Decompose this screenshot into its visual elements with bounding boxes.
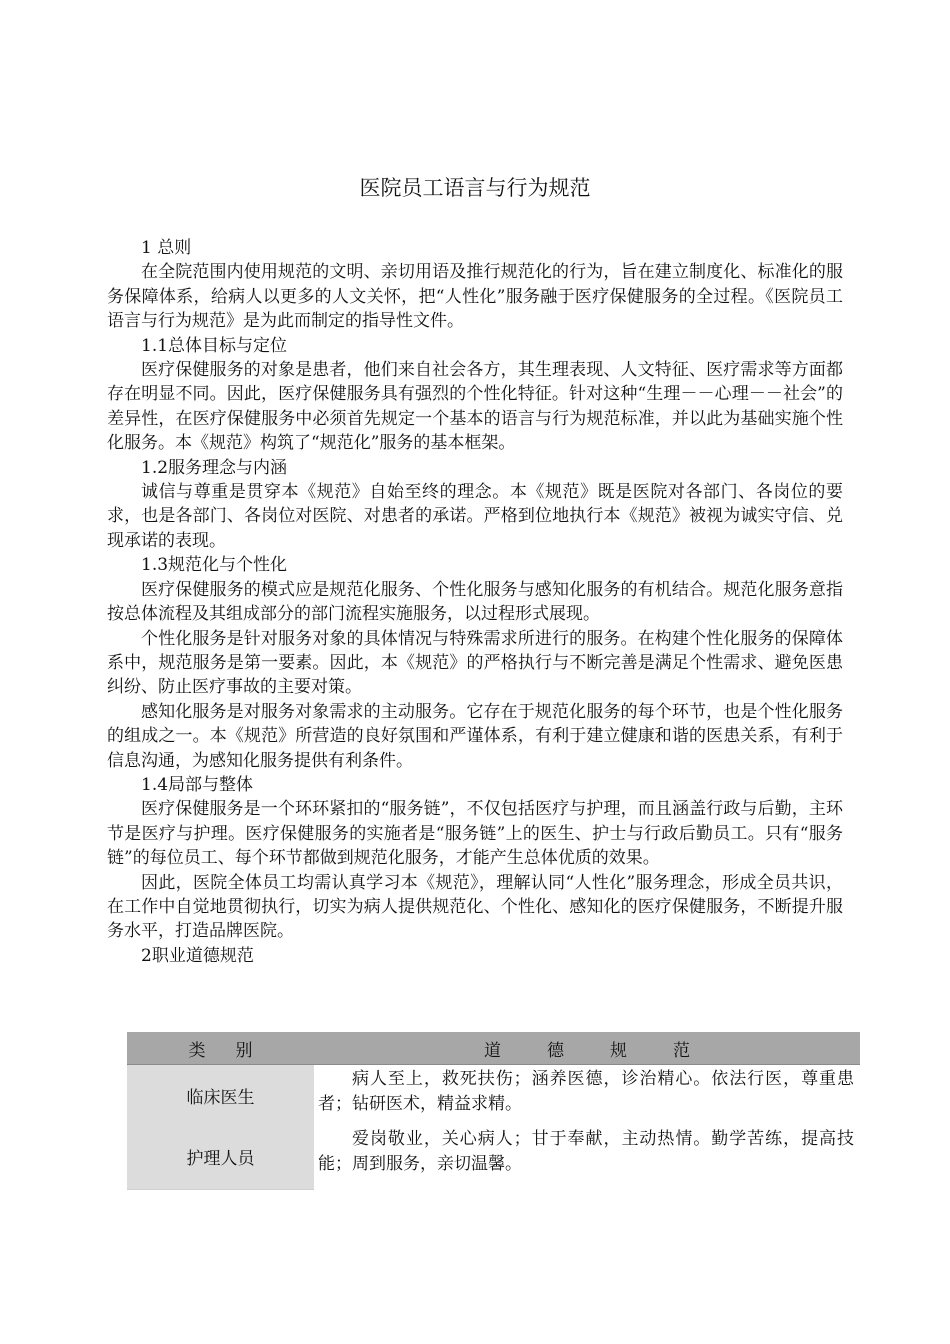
section-heading: 2职业道德规范 — [141, 945, 254, 966]
category-cell: 临床医生 — [127, 1065, 314, 1126]
category-cell: 护理人员 — [127, 1125, 314, 1189]
section-heading: 1.3规范化与个性化 — [141, 555, 288, 576]
paragraph: 在全院范围内使用规范的文明、亲切用语及推行规范化的行为，旨在建立制度化、标准化的服务保障体系，给病人以更多的人文关怀，把“人性化”服务融于医疗保健服务的全过程。《医院员工语言与行为规范》是为此而制定的指导性文件。 — [107, 262, 843, 332]
paragraph: 医疗保健服务的对象是患者，他们来自社会各方，其生理表现、人文特征、医疗需求等方面都存在明显不同。因此，医疗保健服务具有强烈的个性化特征。针对这种“生理－－心理－－社会”的差异性，在医疗保健服务中必须首先规定一个基本的语言与行为规范标准，并以此为基础实施个性化服务。本《规范》构筑了“规范化”服务的基本框架。 — [107, 360, 843, 454]
norm-cell: 病人至上，救死扶伤；涵养医德，诊治精心。依法行医，尊重患者；钻研医术，精益求精。 — [314, 1065, 860, 1126]
paragraph: 医疗保健服务的模式应是规范化服务、个性化服务与感知化服务的有机结合。规范化服务意指按总体流程及其组成部分的部门流程实施服务，以过程形式展现。 — [107, 579, 843, 625]
paragraph: 感知化服务是对服务对象需求的主动服务。它存在于规范化服务的每个环节，也是个性化服务的组成之一。本《规范》所营造的良好氛围和严谨体系，有利于建立健康和谐的医患关系，有利于信息沟通，为感知化服务提供有利条件。 — [107, 701, 843, 771]
section-heading: 1.1总体目标与定位 — [141, 335, 288, 356]
section-heading: 1.4局部与整体 — [141, 774, 254, 795]
table-row — [127, 1125, 860, 1189]
norm-cell: 爱岗敬业，关心病人；甘于奉献，主动热情。勤学苦练，提高技能；周到服务，亲切温馨。 — [314, 1125, 860, 1189]
paragraph: 因此，医院全体员工均需认真学习本《规范》，理解认同“人性化”服务理念，形成全员共识，在工作中自觉地贯彻执行，切实为病人提供规范化、个性化、感知化的医疗保健服务，不断提升服务水平，打造品牌医院。 — [107, 872, 843, 942]
page-title: 医院员工语言与行为规范 — [359, 176, 591, 200]
paragraph: 医疗保健服务是一个环环紧扣的“服务链”，不仅包括医疗与护理，而且涵盖行政与后勤，主环节是医疗与护理。医疗保健服务的实施者是“服务链”上的医生、护士与行政后勤员工。只有“服务链”的每位员工、每个环节都做到规范化服务，才能产生总体优质的效果。 — [107, 799, 843, 869]
table-header-row — [127, 1032, 860, 1065]
table-row — [127, 1065, 860, 1126]
ethics-norms-table — [127, 1032, 860, 1190]
section-heading: 1 总则 — [141, 238, 192, 258]
paragraph: 诚信与尊重是贯穿本《规范》自始至终的理念。本《规范》既是医院对各部门、各岗位的要求，也是各部门、各岗位对医院、对患者的承诺。严格到位地执行本《规范》被视为诚实守信、兑现承诺的表现。 — [107, 482, 843, 551]
header-category: 类别 — [127, 1032, 314, 1065]
header-norm: 道德规范 — [314, 1032, 860, 1065]
document-body — [107, 236, 843, 968]
section-heading: 1.2服务理念与内涵 — [141, 457, 288, 478]
paragraph: 个性化服务是针对服务对象的具体情况与特殊需求所进行的服务。在构建个性化服务的保障体系中，规范服务是第一要素。因此，本《规范》的严格执行与不断完善是满足个性需求、避免医患纠纷、防止医疗事故的主要对策。 — [107, 628, 843, 698]
